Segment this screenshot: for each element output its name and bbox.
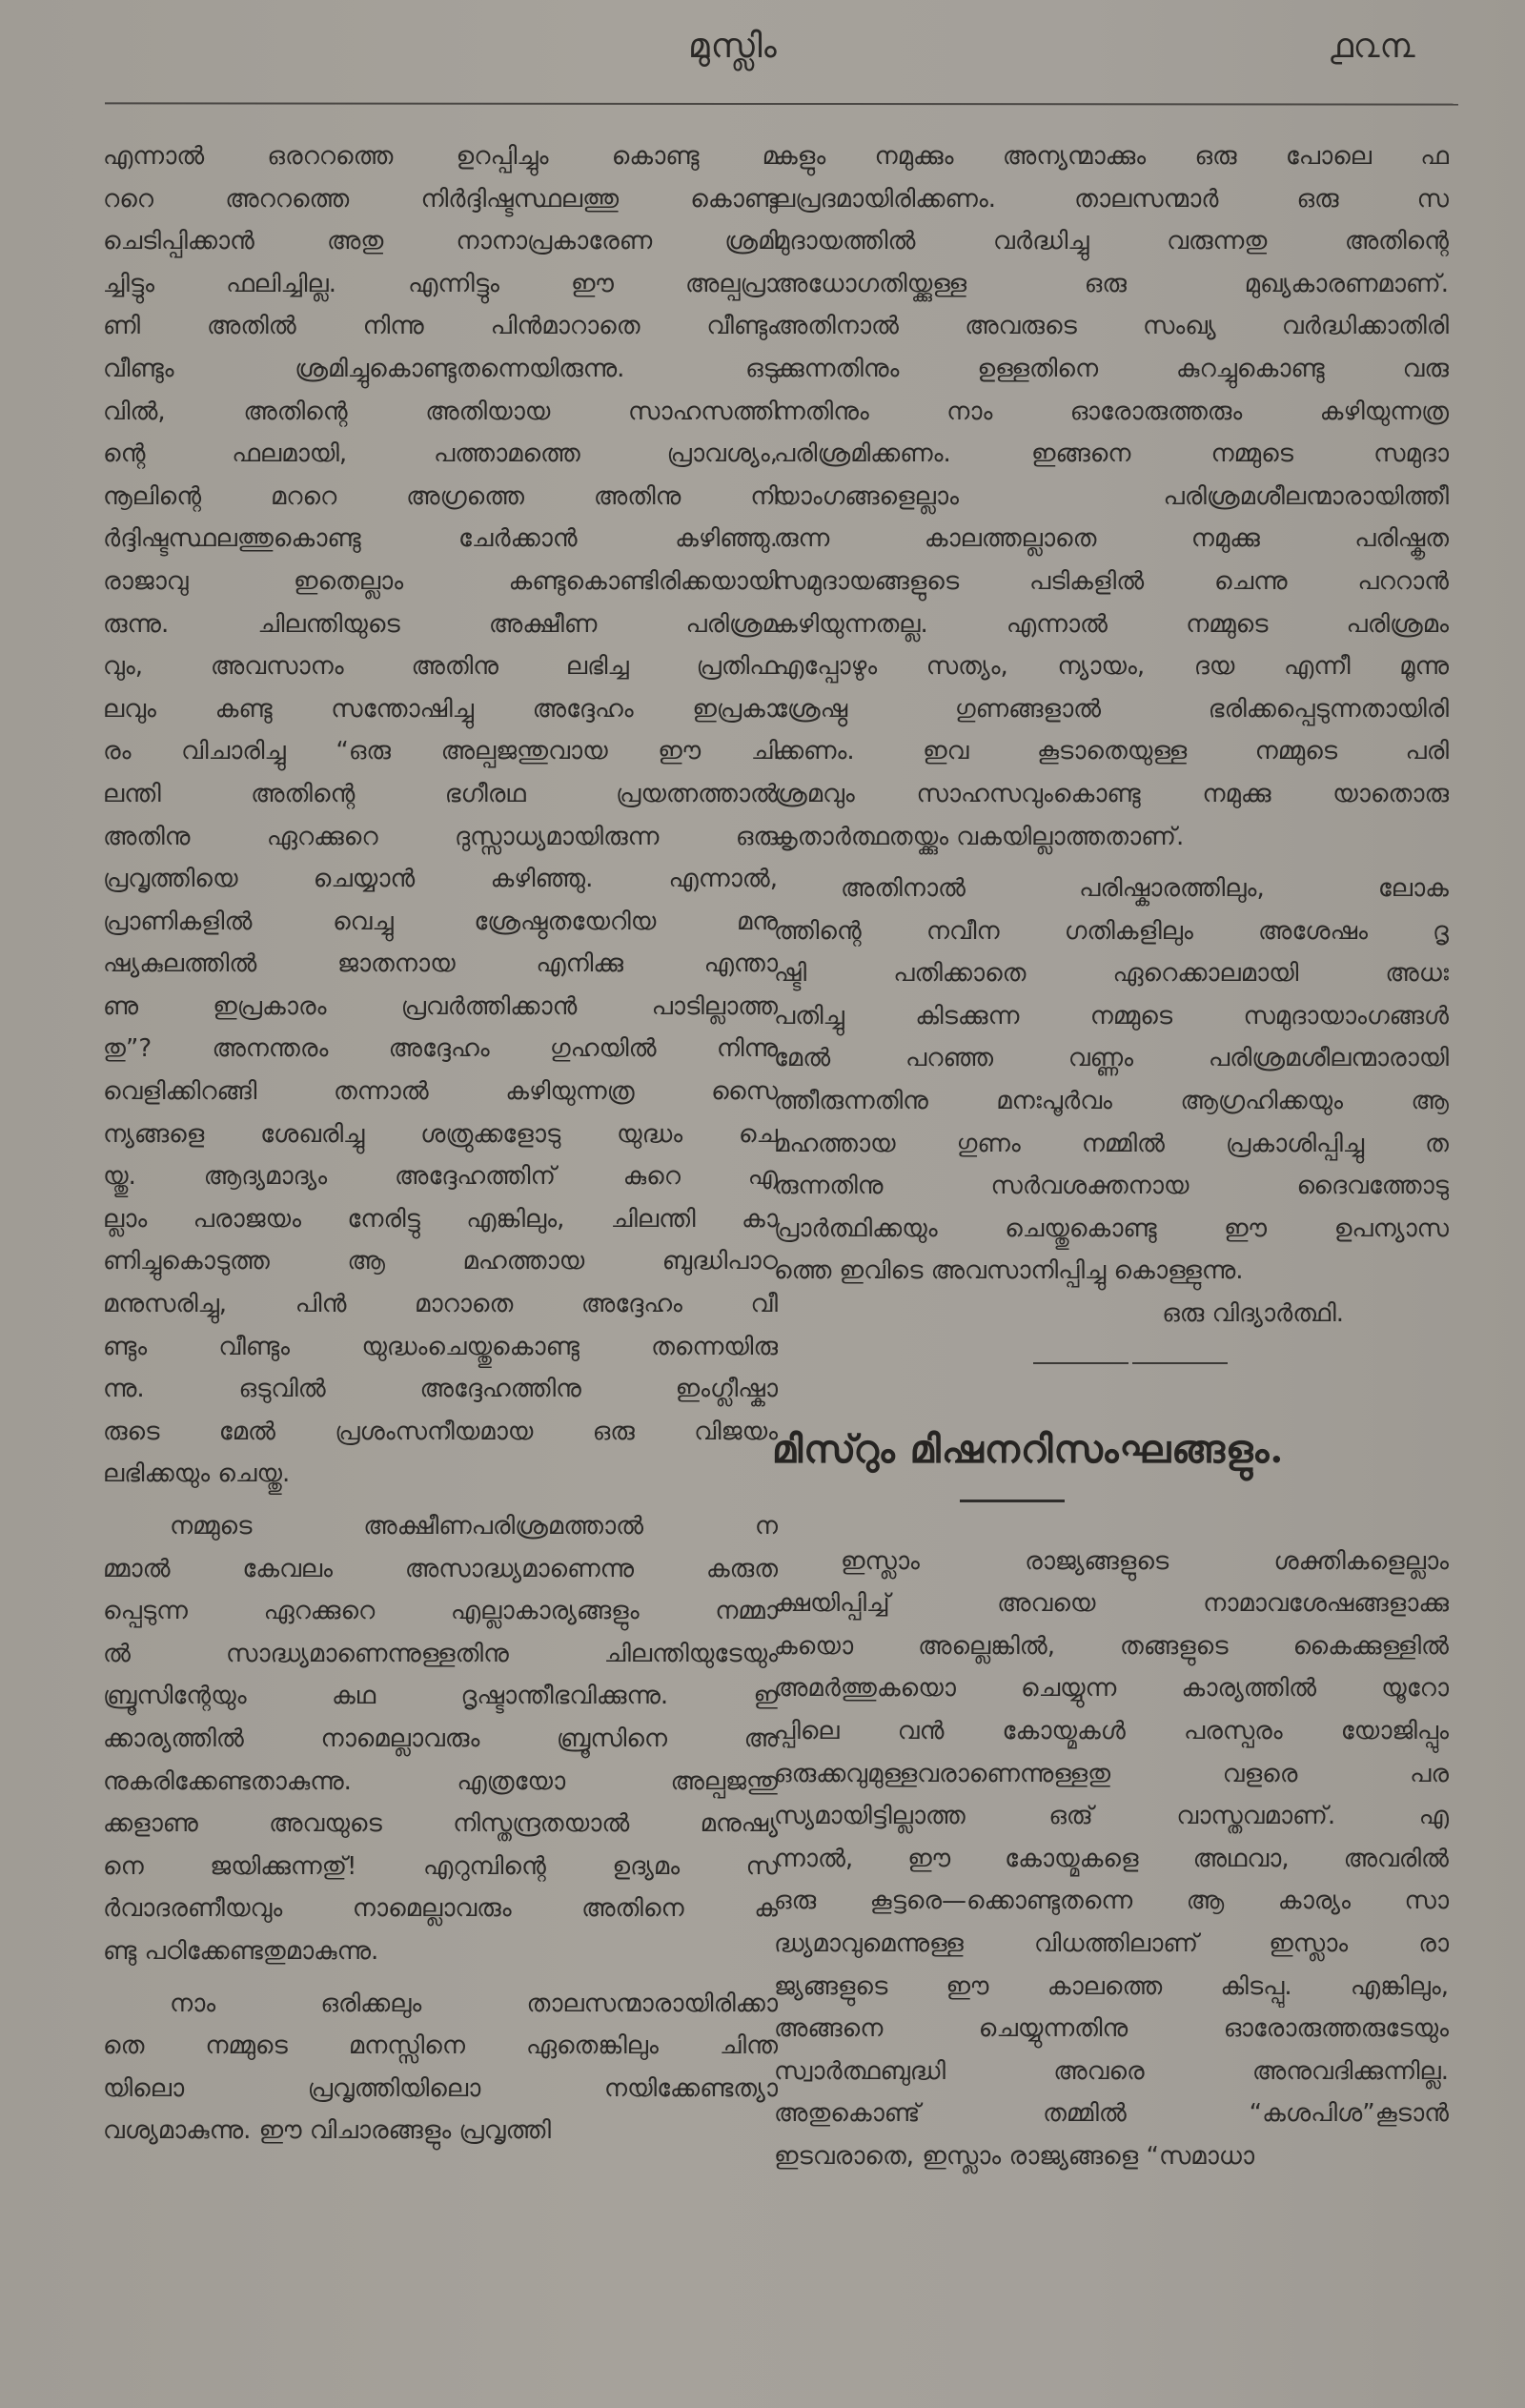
article-1 <box>774 135 1449 1364</box>
text-line: അതുകൊണ്ട് തമ്മിൽ “കശപിശ”കൂടാൻ <box>774 2099 1449 2129</box>
text-line: ക്കാര്യത്തിൽ നാമെല്ലാവരും ബ്രൂസിനെ അ <box>103 1724 778 1753</box>
text-line: വീണ്ടും ശ്രമിച്ചുകൊണ്ടുതന്നെയിരുന്നു. ഒടു <box>103 354 778 383</box>
text-line: തു”? അനന്തരം അദ്ദേഹം ഗുഹയിൽ നിന്നു <box>103 1034 778 1064</box>
paragraph <box>103 1983 778 2153</box>
text-line: അതിനു ഏറക്കുറെ ദുസ്സാധ്യമായിരുന്ന ഒരു <box>103 822 778 851</box>
text-line: ത്തിന്റെ നവീന ഗതികളിലും അശേഷം ദൃ <box>774 916 1449 946</box>
text-line: രുന്നു. ചിലന്തിയുടെ അക്ഷീണ പരിശ്രമ <box>103 609 778 639</box>
text-line: പ്രവൃത്തിയെ ചെയ്യാൻ കഴിഞ്ഞു. എന്നാൽ, <box>103 865 778 894</box>
text-line: പ്രാർത്ഥിക്കയും ചെയ്തുകൊണ്ടു ഈ ഉപന്യാസ <box>774 1214 1449 1243</box>
paragraph <box>774 867 1449 1293</box>
text-line: ലന്തി അതിന്റെ ഭഗീരഥ പ്രയത്നത്താൽ <box>103 779 778 808</box>
text-line: ച്ചിട്ടും ഫലിച്ചില്ല. എന്നിട്ടും ഈ അല്പപ്രാ <box>103 269 778 298</box>
text-line: യ്തു. ആദ്യമാദ്യം അദ്ദേഹത്തിന് കുറെ എ <box>103 1162 778 1192</box>
text-line: ക്ഷയിപ്പിച്ച് അവയെ നാമാവശേഷങ്ങളാക്കു <box>774 1589 1449 1619</box>
text-line: ക്കളാണു അവയുടെ നിസ്തന്ദ്രതയാൽ മനുഷ്യ <box>103 1809 778 1839</box>
text-line: നുകരിക്കേണ്ടതാകുന്നു. എത്രയോ അല്പജന്തു <box>103 1766 778 1796</box>
text-line: ന്നതിനും നാം ഓരോരുത്തരും കഴിയുന്നത്ര <box>774 397 1449 426</box>
article-divider <box>774 1362 1449 1364</box>
text-line: മനുസരിച്ചു, പിൻ മാറാതെ അദ്ദേഹം വീ <box>103 1290 778 1319</box>
text-line: എപ്പോഴും സത്യം, ന്യായം, ദയ എന്നീ മൂന്നു <box>774 652 1449 682</box>
text-line: നമ്മുടെ അക്ഷീണപരിശ്രമത്താൽ ന <box>170 1512 778 1541</box>
text-line: ൽ സാദ്ധ്യമാണെന്നുള്ളതിനു ചിലന്തിയുടേയും <box>103 1639 778 1668</box>
text-line: കയൊ അല്ലെങ്കിൽ, തങ്ങളുടെ കൈക്കുള്ളിൽ <box>774 1631 1449 1661</box>
text-line: ണി അതിൽ നിന്നു പിൻമാറാതെ വീണ്ടും <box>103 312 778 341</box>
text-line: ന്നാൽ, ഈ കോയ്മകളെ അഥവാ, അവരിൽ <box>774 1844 1449 1873</box>
text-line: ഒരു കൂട്ടരെ—ക്കൊണ്ടുതന്നെ ആ കാര്യം സാ <box>774 1887 1449 1916</box>
text-line: അതിനാൽ പരിഷ്കാരത്തിലും, ലോക <box>841 874 1449 904</box>
text-line: ന്റെ ഫലമായി, പത്താമത്തെ പ്രാവശ്യം, <box>103 439 778 469</box>
text-line: ക്കുന്നതിനും ഉള്ളതിനെ കുറച്ചുകൊണ്ടു വരു <box>774 354 1449 383</box>
running-head <box>0 27 1525 84</box>
text-line: ശ്രേഷ്ഠ ഗുണങ്ങളാൽ ഭരിക്കപ്പെടുന്നതായിരി <box>774 694 1449 724</box>
text-line: സമുദായങ്ങളുടെ പടികളിൽ ചെന്നു പററാൻ <box>774 566 1449 596</box>
text-line: എന്നാൽ ഒരററത്തെ ഉറപ്പിച്ചും കൊണ്ടു മ <box>103 142 778 171</box>
text-line: മഹത്തായ ഗുണം നമ്മിൽ പ്രകാശിപ്പിച്ചു ത <box>774 1129 1449 1158</box>
text-line: അധോഗതിയ്ക്കുള്ള ഒരു മുഖ്യകാരണമാണ്. <box>774 269 1449 298</box>
text-line: രാജാവു ഇതെല്ലാം കണ്ടുകൊണ്ടിരിക്കയായി <box>103 566 778 596</box>
text-line: കൃതാർത്ഥതയ്ക്കും വകയില്ലാത്തതാണ്. <box>774 822 1185 851</box>
text-line: തെ നമ്മുടെ മനസ്സിനെ ഏതെങ്കിലും ചിന്ത <box>103 2031 778 2061</box>
text-line: ക്കണം. ഇവ കൂടാതെയുള്ള നമ്മുടെ പരി <box>774 737 1449 766</box>
text-line: ഷ്യകുലത്തിൽ ജാതനായ എനിക്കു എന്താ <box>103 949 778 979</box>
text-line: ററെ അററത്തെ നിർദ്ദിഷ്ടസ്ഥലത്തു കൊണ്ടു <box>103 184 778 214</box>
text-line: ണു ഇപ്രകാരം പ്രവർത്തിക്കാൻ പാടില്ലാത്ത <box>103 991 778 1021</box>
text-line: ന്നു. ഒടുവിൽ അദ്ദേഹത്തിനു ഇംഗ്ലീഷ്കാ <box>103 1375 778 1404</box>
text-line: ബ്രൂസിന്റേയും കഥ ദൃഷ്ടാന്തീഭവിക്കുന്നു. ഇ <box>103 1682 778 1711</box>
text-line: ഇസ്ലാം രാജ്യങ്ങളുടെ ശക്തികളെല്ലാം <box>841 1546 1449 1576</box>
text-line: വും, അവസാനം അതിനു ലഭിച്ച പ്രതിഫ <box>103 652 778 682</box>
page-number: ൧൨൩ <box>1330 27 1415 66</box>
text-line: പതിച്ചു കിടക്കുന്ന നമ്മുടെ സമുദായാംഗങ്ങൾ <box>774 1001 1449 1031</box>
text-line: ർദ്ദിഷ്ടസ്ഥലത്തുകൊണ്ടു ചേർക്കാൻ കഴിഞ്ഞു. <box>103 524 778 554</box>
journal-title: മുസ്ലിം <box>688 27 778 66</box>
text-line: ന്യങ്ങളെ ശേഖരിച്ചു ശത്രുക്കളോടു യുദ്ധം ചെ <box>103 1119 778 1149</box>
header-rule <box>105 102 1458 105</box>
paragraph <box>103 135 778 1496</box>
paragraph-gap <box>103 1496 778 1505</box>
text-line: പ്പെടുന്ന ഏറക്കുറെ എല്ലാകാര്യങ്ങളും നമ്മാ <box>103 1597 778 1626</box>
text-line: ലഭിക്കയും ചെയ്തു. <box>103 1459 291 1489</box>
article-title: മിസ്റും മിഷനറിസംഘങ്ങളും. <box>772 1426 1285 1472</box>
text-line: കളും നമുക്കും അന്യന്മാക്കും ഒരു പോലെ ഫ <box>774 142 1449 171</box>
text-line: പ്പിലെ വൻ കോയ്മകൾ പരസ്പരം യോജിപ്പും <box>774 1717 1449 1745</box>
right-column <box>774 135 1449 2178</box>
text-line: പരിശ്രമിക്കണം. ഇങ്ങനെ നമ്മുടെ സമുദാ <box>774 439 1449 469</box>
text-line: അമർത്തുകയൊ ചെയ്യുന്ന കാര്യത്തിൽ യൂറോ <box>774 1674 1449 1704</box>
text-line: ജ്യങ്ങളുടെ ഈ കാലത്തെ കിടപ്പു. എങ്കിലും, <box>774 1971 1449 2001</box>
text-line: ല്ലാം പരാജയം നേരിട്ടു എങ്കിലും, ചിലന്തി കാ <box>103 1204 778 1234</box>
text-line: ശ്രമവും സാഹസവുംകൊണ്ടു നമുക്കു യാതൊരു <box>774 779 1449 808</box>
text-line: ർവാദരണീയവും നാമെല്ലാവരും അതിനെ ക <box>103 1894 778 1924</box>
text-line: ണ്ടു പഠിക്കേണ്ടതുമാകുന്നു. <box>103 1936 379 1966</box>
article-2 <box>774 1421 1449 2178</box>
text-line: അതിനാൽ അവരുടെ സംഖ്യ വർദ്ധിക്കാതിരി <box>774 312 1449 341</box>
text-line: ഷ്ടി പതിക്കാതെ ഏറെക്കാലമായി അധഃ <box>774 959 1449 989</box>
text-line: ത്തീരുന്നതിനു മനഃപൂർവം ആഗ്രഹിക്കയും ആ <box>774 1087 1449 1116</box>
text-line: ദ്ധ്യമാവുമെന്നുള്ള വിധത്തിലാണ് ഇസ്ലാം രാ <box>774 1928 1449 1958</box>
paragraph-gap <box>774 858 1449 867</box>
text-line: ഒരുക്കവുമുള്ളവരാണെന്നുള്ളതു വളരെ പര <box>774 1759 1449 1788</box>
text-line: ണ്ടും വീണ്ടും യുദ്ധംചെയ്തുകൊണ്ടു തന്നെയിരു <box>103 1332 778 1361</box>
left-column <box>103 135 778 2153</box>
paragraph <box>774 1541 1449 2178</box>
title-rule <box>960 1500 1065 1502</box>
text-line: ത്തെ ഇവിടെ അവസാനിപ്പിച്ചു കൊള്ളുന്നു. <box>774 1256 1244 1286</box>
text-line: രുന്നതിനു സർവശക്തനായ ദൈവത്തോടു <box>774 1172 1449 1201</box>
text-line: രുടെ മേൽ പ്രശംസനീയമായ ഒരു വിജയം <box>103 1417 778 1446</box>
text-line: മുദായത്തിൽ വർദ്ധിച്ചു വരുന്നതു അതിന്റെ <box>774 227 1449 256</box>
text-line: വിൽ, അതിന്റെ അതിയായ സാഹസത്തി <box>103 397 778 426</box>
text-line: രുന്ന കാലത്തല്ലാതെ നമുക്കു പരിഷ്കൃത <box>774 524 1449 554</box>
text-line: വശ്യമാകുന്നു. ഈ വിചാരങ്ങളും പ്രവൃത്തി <box>103 2116 551 2146</box>
paragraph <box>774 135 1449 858</box>
text-line: വെളിക്കിറങ്ങി തന്നാൽ കഴിയുന്നത്ര സൈ <box>103 1077 778 1107</box>
text-line: നാം ഒരിക്കലും താലസന്മാരായിരിക്കാ <box>170 1989 778 2018</box>
text-line: മേൽ പറഞ്ഞ വണ്ണം പരിശ്രമശീലന്മാരായി <box>774 1044 1449 1073</box>
text-line: യാംഗങ്ങളെല്ലാം പരിശ്രമശീലന്മാരായിത്തീ <box>774 481 1449 511</box>
text-line: ലപ്രദമായിരിക്കണം. താലസന്മാർ ഒരു സ <box>774 184 1449 214</box>
text-line: കഴിയുന്നതല്ല. എന്നാൽ നമ്മുടെ പരിശ്രമം <box>774 609 1449 639</box>
text-line: നെ ജയിക്കുന്നതു്! എറുമ്പിന്റെ ഉദ്യമം സ <box>103 1851 778 1881</box>
text-line: യിലൊ പ്രവൃത്തിയിലൊ നയിക്കേണ്ടത്യാ <box>103 2073 778 2103</box>
text-line: രം വിചാരിച്ചു “ഒരു അല്പജന്തുവായ ഈ ചി <box>103 737 778 766</box>
text-line: നൂലിന്റെ മററെ അഗ്രത്തെ അതിനു നി <box>103 481 778 511</box>
text-line: അങ്ങനെ ചെയ്യുന്നതിനു ഓരോരുത്തരുടേയും <box>774 2014 1449 2044</box>
author-signature: ഒരു വിദ്യാർത്ഥി. <box>1162 1299 1344 1329</box>
text-line: സ്യമായിട്ടില്ലാത്ത ഒരു് വാസ്തവമാണ്. എ <box>774 1802 1449 1831</box>
text-line: ണിച്ചുകൊടുത്ത ആ മഹത്തായ ബുദ്ധിപാഠ <box>103 1247 778 1276</box>
text-line: മ്മാൽ കേവലം അസാദ്ധ്യമാണെന്നു കരുത <box>103 1554 778 1583</box>
text-line: ഇടവരാതെ, ഇസ്ലാം രാജ്യങ്ങളെ “സമാധാ <box>774 2141 1255 2171</box>
text-line: സ്വാർത്ഥബുദ്ധി അവരെ അനുവദിക്കുന്നില്ല. <box>774 2056 1449 2086</box>
paragraph-gap <box>103 1973 778 1983</box>
text-line: ലവും കണ്ടു സന്തോഷിച്ചു അദ്ദേഹം ഇപ്രകാ <box>103 694 778 724</box>
text-line: പ്രാണികളിൽ വെച്ചു ശ്രേഷ്ഠതയേറിയ മനു <box>103 907 778 936</box>
paragraph <box>103 1505 778 1973</box>
text-line: ചെടിപ്പിക്കാൻ അതു നാനാപ്രകാരേണ ശ്രമി <box>103 227 778 256</box>
